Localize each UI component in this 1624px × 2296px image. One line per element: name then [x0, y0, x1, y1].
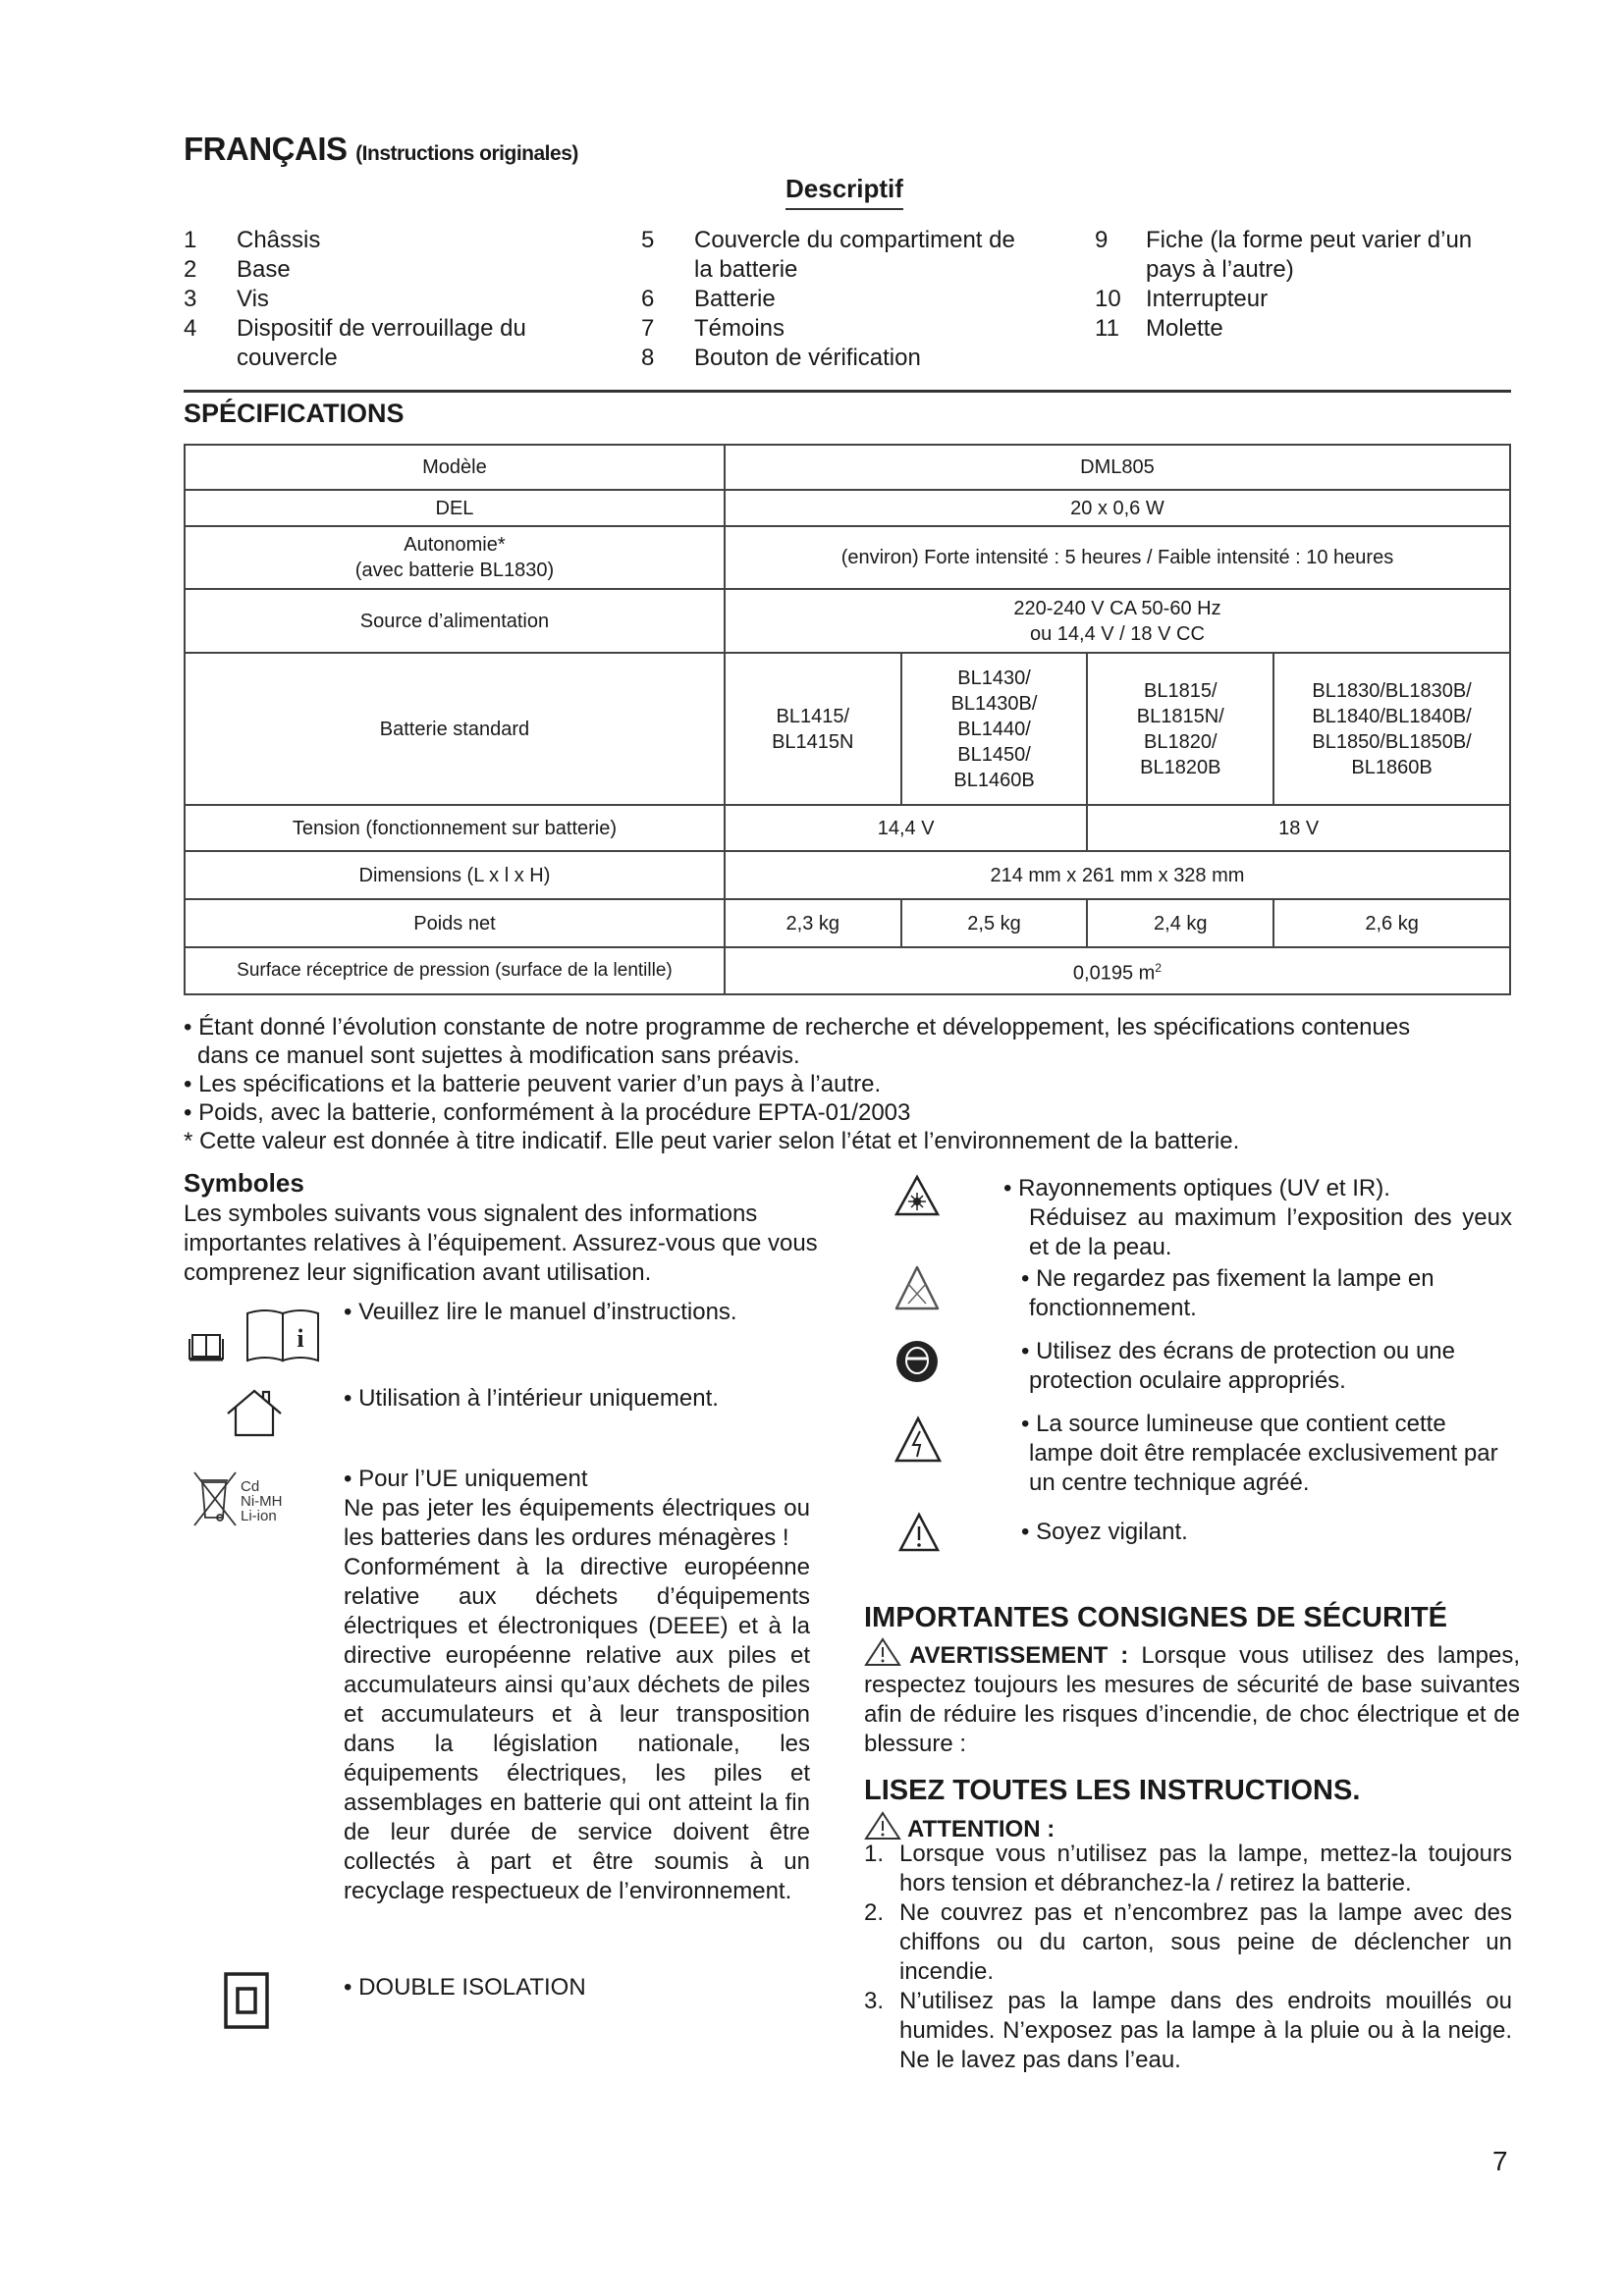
symbol-text: lampe doit être remplacée exclusivement par un centre technique agréé. [1029, 1440, 1498, 1496]
descriptif-item: 4 Dispositif de verrouillage du [184, 315, 526, 342]
row-value: 220-240 V CA 50-60 Hz ou 14,4 V / 18 V CC [725, 589, 1510, 653]
row-value: 20 x 0,6 W [725, 490, 1510, 526]
row-value: 14,4 V [725, 805, 1087, 851]
row-label: Poids net [185, 899, 725, 947]
symbol-text: • Utilisation à l’intérieur uniquement. [344, 1385, 719, 1412]
descriptif-item: 2 Base [184, 256, 291, 283]
descriptif-column-1: 1 Châssis 2 Base 3 Vis 4 Dispositif de verrouillage du couvercle [184, 226, 596, 373]
symbol-text: • Soyez vigilant. [1021, 1519, 1188, 1545]
attention-icon [864, 1811, 901, 1841]
row-label: Batterie standard [185, 653, 725, 805]
battery-cell: BL1415/ BL1415N [725, 653, 901, 805]
table-row [185, 589, 1510, 653]
descriptif-title: Descriptif [785, 174, 903, 210]
table-row [185, 653, 1510, 805]
row-value: 2,5 kg [901, 899, 1088, 947]
page-number: 7 [1492, 2146, 1508, 2176]
row-value: 2,6 kg [1273, 899, 1510, 947]
electric-hazard-icon [893, 1415, 943, 1465]
symbol-text: • Utilisez des écrans de protection ou une [1021, 1338, 1455, 1364]
weee-labels: Cd Ni-MH Li-ion [241, 1478, 283, 1524]
descriptif-item: 11 Molette [1095, 315, 1223, 342]
row-value: DML805 [725, 445, 1510, 490]
row-value: 0,0195 $m^2$ [725, 947, 1510, 994]
table-row [185, 526, 1510, 589]
section-divider [184, 390, 1511, 393]
row-label: Dimensions (L x l x H) [185, 851, 725, 899]
spec-notes: • Étant donné l’évolution constante de notre programme de recherche et développement, les spécifications contenues dans ce manuel sont sujettes à modification sans préavis. • Les spécifications et la batterie peuvent varier d’un pays à l’autre. • Poids, avec la batterie, conformément à la procédure EPTA-01/2003 * Cette valeur est donnée à titre indicatif. Elle peut varier selon l’état et l’environnement de la batterie. [184, 1014, 1411, 1154]
descriptif-column-3: 9 Fiche (la forme peut varier d’un pays à l’autre) 10 Interrupteur 11 Molette [1095, 226, 1527, 344]
language-note: (Instructions originales) [355, 142, 578, 165]
specifications-title: SPÉCIFICATIONS [184, 399, 405, 428]
symbol-text: • La source lumineuse que contient cette [1021, 1411, 1446, 1437]
descriptif-item: 8 Bouton de vérification [641, 345, 921, 371]
language-title: FRANÇAIS [184, 131, 348, 167]
descriptif-item: 10 Interrupteur [1095, 286, 1269, 312]
warning-icon [864, 1637, 901, 1667]
battery-cell: BL1830/BL1830B/ BL1840/BL1840B/ BL1850/BL1850B/ BL1860B [1273, 653, 1510, 805]
descriptif-column-2: 5 Couvercle du compartiment de la batterie 6 Batterie 7 Témoins 8 Bouton de vérification [641, 226, 1073, 373]
symbol-text: protection oculaire appropriés. [1029, 1367, 1346, 1394]
symbol-text: • Veuillez lire le manuel d’instructions. [344, 1299, 737, 1325]
specifications-table [184, 444, 1511, 995]
weee-bin-icon [192, 1470, 238, 1527]
row-value: (environ) Forte intensité : 5 heures / Faible intensité : 10 heures [725, 526, 1510, 589]
descriptif-item: 9 Fiche (la forme peut varier d’un [1095, 227, 1473, 253]
symbol-text: • DOUBLE ISOLATION [344, 1974, 586, 2001]
safety-list [864, 1840, 1512, 2075]
symbols-intro: Les symboles suivants vous signalent des informations importantes relatives à l’équipement. Assurez-vous que vous comprenez leur signification avant utilisation. [184, 1201, 818, 1286]
safety-title: IMPORTANTES CONSIGNES DE SÉCURITÉ [864, 1602, 1448, 1633]
caution-icon [897, 1512, 941, 1553]
symbol-text: fonctionnement. [1029, 1295, 1197, 1321]
battery-cell: BL1815/ BL1815N/ BL1820/ BL1820B [1087, 653, 1273, 805]
read-manual-icon [187, 1306, 324, 1364]
optical-radiation-icon [893, 1174, 941, 1217]
row-label: Tension (fonctionnement sur batterie) [185, 805, 725, 851]
attention-heading: ATTENTION : [864, 1811, 1055, 1844]
descriptif-item: 5 Couvercle du compartiment de [641, 227, 1015, 253]
row-value: 2,4 kg [1087, 899, 1273, 947]
descriptif-item: 7 Témoins [641, 315, 785, 342]
read-all-heading: LISEZ TOUTES LES INSTRUCTIONS. [864, 1775, 1361, 1806]
descriptif-item: 6 Batterie [641, 286, 776, 312]
warning-paragraph: AVERTISSEMENT : Lorsque vous utilisez des lampes, respectez toujours les mesures de sécurité de base suivantes afin de réduire les risques d’incendie, de choc électrique et de blessure : [864, 1637, 1520, 1759]
descriptif-item: 1 Châssis [184, 227, 321, 253]
indoor-house-icon [224, 1388, 285, 1437]
row-value: 214 mm x 261 mm x 328 mm [725, 851, 1510, 899]
svg-text:i: i [297, 1324, 304, 1353]
list-item: 3. N’utilisez pas la lampe dans des endroits mouillés ou humides. N’exposez pas la lampe à la pluie ou à la neige. Ne le lavez pas dans l’eau. [864, 1988, 1512, 2073]
table-row [185, 805, 1510, 851]
symbol-text: • Ne regardez pas fixement la lampe en [1021, 1265, 1435, 1292]
table-row [185, 947, 1510, 994]
list-item: 1. Lorsque vous n’utilisez pas la lampe, mettez-la toujours hors tension et débranchez-la / retirez la batterie. [864, 1841, 1512, 1896]
row-label: Source d’alimentation [185, 589, 725, 653]
table-row [185, 445, 1510, 490]
list-item: 2. Ne couvrez pas et n’encombrez pas la lampe avec des chiffons ou du carton, sous peine de déclencher un incendie. [864, 1899, 1512, 1985]
row-label: Modèle [185, 445, 725, 490]
battery-cell: BL1430/ BL1430B/ BL1440/ BL1450/ BL1460B [901, 653, 1088, 805]
symbols-title: Symboles [184, 1168, 304, 1198]
table-row [185, 851, 1510, 899]
descriptif-item: 3 Vis [184, 286, 269, 312]
row-label: DEL [185, 490, 725, 526]
symbol-text: Réduisez au maximum l’exposition des yeux et de la peau. [1029, 1204, 1512, 1260]
row-value: 2,3 kg [725, 899, 901, 947]
row-value: 18 V [1087, 805, 1510, 851]
weee-text: • Pour l’UE uniquement Ne pas jeter les équipements électriques ou les batteries dans les ordures ménagères ! Conformément à la directive européenne relative aux déchets d’équipements électriques et électroniques (DEEE) et à la directive européenne relative aux piles et accumulateurs ainsi qu’aux déchets de piles et accumulateurs et à leur transposition dans la législation nationale, les équipements électriques, les piles et assemblages en batterie qui ont atteint la fin de leur durée de service doivent être collectés à part et être soumis à un recyclage respectueux de l’environnement. [344, 1466, 810, 1904]
do-not-stare-icon [893, 1264, 941, 1311]
table-row [185, 899, 1510, 947]
row-label: Autonomie* (avec batterie BL1830) [185, 526, 725, 589]
page-title [184, 131, 578, 168]
row-label: Surface réceptrice de pression (surface de la lentille) [185, 947, 725, 994]
double-insulation-icon [224, 1972, 269, 2029]
eye-protection-icon [895, 1340, 939, 1383]
table-row [185, 490, 1510, 526]
symbol-text: • Rayonnements optiques (UV et IR). [1003, 1175, 1390, 1201]
